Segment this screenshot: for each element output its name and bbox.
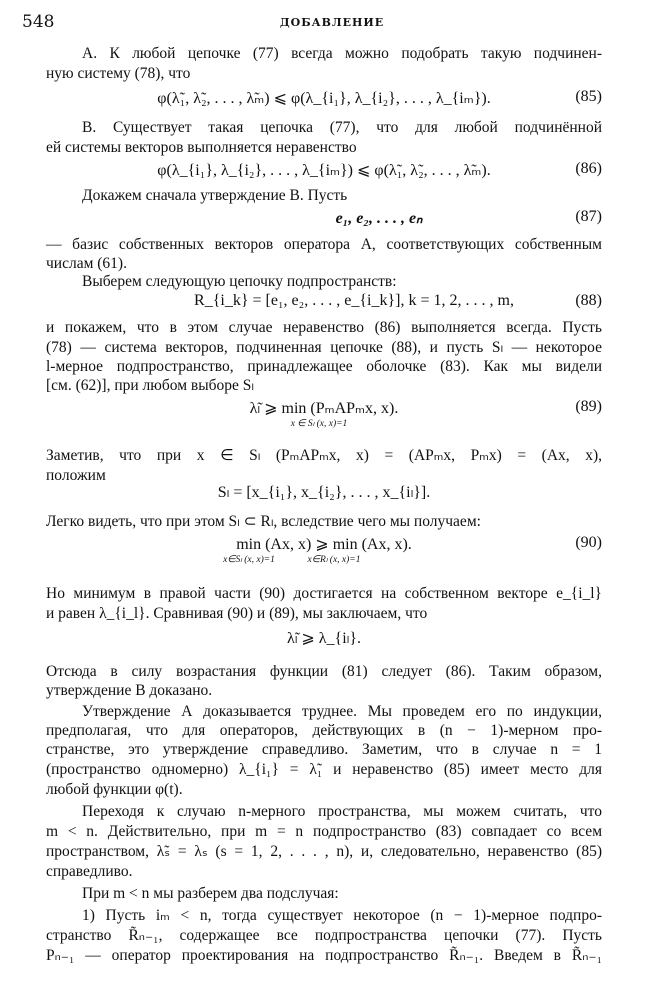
text-line: (пространство одномерно) λ_{i₁} = λ̃₁ и неравенство (85) имеет место для (46, 761, 602, 778)
equation-89 (46, 398, 602, 438)
equation-formula: R_{i_k} = [e₁, e₂, . . . , e_{i_k}], k = 1, 2, . . . , m, (194, 292, 514, 309)
equation-86 (46, 160, 602, 182)
text-line: (78) — система векторов, подчиненная цепочке (88), и пусть Sₗ — некоторое (46, 339, 602, 356)
equation-formula: min (Ax, x) ⩾ min (Ax, x). (236, 536, 412, 553)
equation-formula: φ(λ̃₁, λ̃₂, . . . , λ̃ₘ) ⩽ φ(λ_{i₁}, λ_{i₂}, . . . , λ_{iₘ}). (157, 90, 491, 107)
equation-number: (88) (575, 292, 602, 309)
text-line: и равен λ_{i_l}. Сравнивая (90) и (89), мы заключаем, что (46, 605, 428, 622)
equation-formula: φ(λ_{i₁}, λ_{i₂}, . . . , λ_{iₘ}) ⩽ φ(λ̃₁, λ̃₂, . . . , λ̃ₘ). (157, 162, 491, 179)
equation-number: (89) (575, 398, 602, 415)
equation-S (46, 482, 602, 504)
text-line: любой функции φ(t). (46, 781, 183, 798)
text-line: Заметив, что при x ∈ Sₗ (PₘAPₘx, x) = (APₘx, Pₘx) = (Ax, x), (46, 447, 602, 464)
text-line: Докажем сначала утверждение В. Пусть (82, 187, 348, 204)
equation-88 (46, 292, 602, 314)
text-line: предполагая, что для операторов, действующих в (n − 1)-мерном про- (46, 722, 602, 739)
text-line: 1) Пусть iₘ < n, тогда существует некоторое (n − 1)-мерное подпро- (82, 907, 602, 924)
page-header (22, 12, 642, 34)
text-line: Выберем следующую цепочку подпространств: (82, 273, 397, 290)
equation-limits-left: x∈Sₗ (x, x)=1 (223, 555, 275, 565)
running-title: ДОБАВЛЕНИЕ (279, 16, 385, 29)
text-line: Переходя к случаю n-мерного пространства, мы можем считать, что (82, 803, 602, 820)
equation-lambda (46, 628, 602, 650)
text-line: l-мерное подпространство, принадлежащее оболочке (83). Как мы видели (46, 358, 602, 375)
equation-number: (85) (575, 88, 602, 105)
text-line: и покажем, что в этом случае неравенство (86) выполняется всегда. Пусть (46, 319, 602, 336)
text-line: Легко видеть, что при этом Sₗ ⊂ Rₗ, вследствие чего мы получаем: (46, 513, 481, 530)
text-line: утверждение В доказано. (46, 682, 213, 699)
equation-formula: λ̃ₗ ⩾ min (PₘAPₘx, x). (249, 400, 399, 417)
text-line: положим (46, 467, 106, 484)
page-number: 548 (22, 12, 55, 32)
equation-limits-right: x∈Rₗ (x, x)=1 (307, 555, 361, 565)
text-line: [см. (62)], при любом выборе Sₗ (46, 377, 254, 394)
equation-85 (46, 88, 602, 110)
equation-formula: λ̃ₗ ⩾ λ_{iₗ}. (286, 630, 362, 647)
text-line: — базис собственных векторов оператора A, соответствующих собственным (46, 236, 602, 253)
text-line: Pₙ₋₁ — оператор проектирования на подпространство R̃ₙ₋₁. Введем в R̃ₙ₋₁ (46, 947, 602, 964)
equation-87 (46, 208, 602, 230)
equation-number: (87) (575, 208, 602, 225)
text-line: числам (61). (46, 255, 127, 272)
equation-90 (46, 534, 602, 578)
equation-limits: x ∈ Sₗ (x, x)=1 (290, 419, 348, 429)
text-line: справедливо. (46, 863, 133, 880)
text-line: А. К любой цепочке (77) всегда можно подобрать такую подчинен- (82, 45, 602, 62)
text-line: ную систему (78), что (46, 65, 191, 82)
text-line: Но минимум в правой части (90) достигается на собственном векторе e_{i_l} (46, 585, 602, 602)
text-line: странстве, это утверждение справедливо. Заметим, что в случае n = 1 (46, 741, 602, 758)
equation-number: (90) (575, 534, 602, 551)
text-line: m < n. Действительно, при m = n подпространство (83) совпадает со всем (46, 823, 602, 840)
text-line: пространством, λ̃ₛ = λₛ (s = 1, 2, . . . , n), и, следовательно, неравенство (85) (46, 843, 602, 860)
text-line: ей системы векторов выполняется неравенство (46, 139, 357, 156)
text-line: Отсюда в силу возрастания функции (81) следует (86). Таким образом, (46, 663, 602, 680)
equation-formula: Sₗ = [x_{i₁}, x_{i₂}, . . . , x_{iₗ}]. (217, 484, 431, 501)
equation-formula: e₁, e₂, . . . , eₙ (335, 210, 423, 227)
equation-number: (86) (575, 160, 602, 177)
text-line: Утверждение А доказывается труднее. Мы проведем его по индукции, (82, 703, 602, 720)
text-line: В. Существует такая цепочка (77), что для любой подчинённой (82, 119, 602, 136)
text-line: При m < n мы разберем два подслучая: (82, 885, 339, 902)
text-line: странство R̃ₙ₋₁, содержащее все подпространства цепочки (77). Пусть (46, 927, 602, 944)
